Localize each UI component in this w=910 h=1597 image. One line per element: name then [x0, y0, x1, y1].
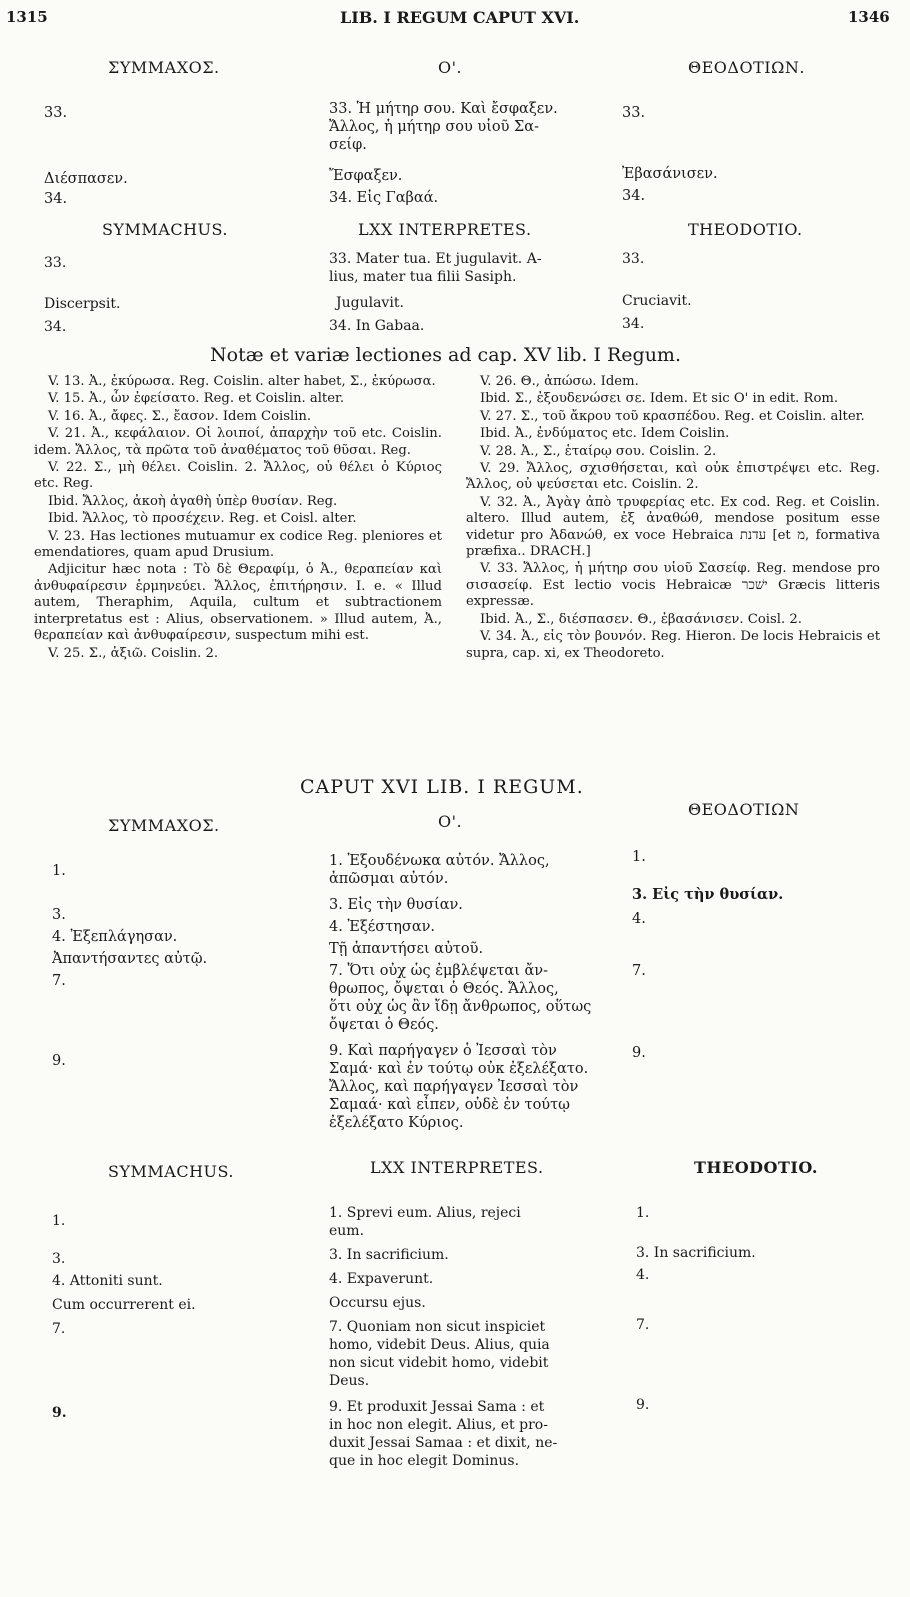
- theo-entry: Cruciavit.: [622, 293, 692, 309]
- note-entry: Ibid. Σ., ἐξουδενώσει σε. Idem. Et sic O' in edit. Rom.: [480, 391, 839, 407]
- sym-entry: 9.: [52, 1053, 66, 1069]
- theo-entry: 7.: [636, 1317, 650, 1333]
- lxx-line: 9. Et produxit Jessai Sama : et: [329, 1399, 545, 1415]
- lxx-line: 34. In Gabaa.: [329, 318, 425, 334]
- theo-entry: Ἐβασάνισεν.: [622, 166, 718, 182]
- lxx-line: Ἄλλος, ἡ μήτηρ σου υἱοῦ Σα-: [329, 119, 539, 135]
- theo-entry: 4.: [636, 1267, 650, 1283]
- note-entry: V. 21. Ἀ., κεφάλαιον. Οἱ λοιποί, ἀπαρχὴν τοῦ etc. Coislin. idem. Ἄλλος, τὰ πρῶτα τοῦ ἀναθέματος τοῦ θῦσαι. Reg.: [34, 426, 442, 458]
- sym-entry: 3.: [52, 907, 66, 923]
- note-entry: V. 27. Σ., τοῦ ἄκρου τοῦ κρασπέδου. Reg. et Coislin. alter.: [480, 408, 865, 424]
- note-entry: V. 13. Ἀ., ἐκύρωσα. Reg. Coislin. alter habet, Σ., ἐκύρωσα.: [48, 374, 436, 389]
- lxx-line: que in hoc elegit Dominus.: [329, 1453, 520, 1469]
- theo-entry: 1.: [636, 1205, 650, 1221]
- lxx-line: Σαμά· καὶ ἐν τούτῳ οὐκ ἐξελέξατο.: [329, 1061, 589, 1077]
- notes-right-column: [466, 374, 880, 663]
- lxx-line: Occursu ejus.: [329, 1295, 426, 1311]
- sym-entry: Διέσπασεν.: [44, 171, 128, 187]
- note-entry: V. 34. Ἀ., εἰς τὸν βουνόν. Reg. Hieron. De locis Hebraicis et supra, cap. xi, ex Theodoreto.: [466, 629, 880, 661]
- theo-entry: 33.: [622, 105, 646, 121]
- page-number-right: 1346: [848, 8, 890, 26]
- col-head-symmachus-latin: SYMMACHUS.: [102, 220, 228, 239]
- lxx-line: Ἄλλος, καὶ παρήγαγεν Ἰεσσαὶ τὸν: [329, 1079, 579, 1095]
- lxx-line: ὄψεται ὁ Θεός.: [329, 1017, 439, 1033]
- lxx-line: σείφ.: [329, 137, 367, 153]
- sym-entry: 7.: [52, 1321, 66, 1337]
- col-head-theodotion-greek: ΘΕΟΔΟΤΙΩΝ: [688, 800, 800, 819]
- sym-entry: 33.: [44, 255, 67, 271]
- sym-entry: Discerpsit.: [44, 296, 121, 312]
- theo-entry: 3. In sacrificium.: [636, 1245, 756, 1261]
- col-head-lxx-latin: LXX INTERPRETES.: [358, 220, 532, 239]
- sym-entry: 1.: [52, 1213, 66, 1229]
- theo-entry: 1.: [632, 849, 646, 865]
- note-entry: V. 16. Ἀ., ἄφες. Σ., ἔασον. Idem Coislin.: [48, 408, 312, 424]
- sym-entry: 33.: [44, 105, 68, 121]
- sym-entry: 7.: [52, 973, 66, 989]
- lxx-line: duxit Jessai Samaa : et dixit, ne-: [329, 1435, 558, 1451]
- col-head-symmachus-latin: SYMMACHUS.: [108, 1162, 234, 1181]
- lxx-line: ἀπῶσμαι αὐτόν.: [329, 871, 449, 887]
- lxx-line: 9. Καὶ παρήγαγεν ὁ Ἰεσσαὶ τὸν: [329, 1043, 557, 1059]
- note-entry: V. 25. Σ., ἀξιῶ. Coislin. 2.: [48, 645, 219, 661]
- col-head-lxx-latin: LXX INTERPRETES.: [370, 1158, 544, 1177]
- theo-entry: 9.: [632, 1045, 646, 1061]
- lxx-line: 33. Mater tua. Et jugulavit. A-: [329, 251, 542, 267]
- note-entry: Ibid. Ἀ., ἐνδύματος etc. Idem Coislin.: [480, 426, 730, 442]
- notes-title: Notæ et variæ lectiones ad cap. XV lib. I Regum.: [210, 344, 681, 366]
- sym-entry: 9.: [52, 1405, 67, 1421]
- sym-entry: 4. Attoniti sunt.: [52, 1273, 163, 1289]
- running-title: LIB. I REGUM CAPUT XVI.: [340, 8, 580, 27]
- lxx-line: 34. Εἰς Γαβαά.: [329, 190, 439, 206]
- note-entry: V. 28. Ἀ., Σ., ἑταίρῳ σου. Coislin. 2.: [480, 443, 717, 459]
- note-entry: V. 33. Ἄλλος, ἡ μήτηρ σου υἱοῦ Σασείφ. Reg. mendose pro σισασείφ. Est lectio vocis Hebraicæ ישׁכר Græcis litteris expressæ.: [466, 561, 880, 610]
- theo-entry: 34.: [622, 316, 645, 332]
- lxx-line: 1. Sprevi eum. Alius, rejeci: [329, 1205, 521, 1221]
- lxx-line: lius, mater tua filii Sasiph.: [329, 269, 517, 285]
- lxx-line: eum.: [329, 1223, 365, 1239]
- note-entry: V. 29. Ἄλλος, σχισθήσεται, καὶ οὐκ ἐπιστρέψει etc. Reg. Ἄλλος, οὐ ψεύσεται etc. Coislin. 2.: [466, 461, 880, 493]
- theo-entry: 9.: [636, 1397, 650, 1413]
- lxx-line: Deus.: [329, 1373, 370, 1389]
- page-number-left: 1315: [6, 8, 48, 26]
- lxx-line: 4. Expaverunt.: [329, 1271, 434, 1287]
- theo-entry: 4.: [632, 911, 646, 927]
- theo-entry: 3. Εἰς τὴν θυσίαν.: [632, 886, 784, 903]
- theo-entry: 34.: [622, 188, 646, 204]
- sym-entry: 34.: [44, 191, 68, 207]
- sym-entry: 3.: [52, 1251, 66, 1267]
- lxx-line: 33. Ἡ μήτηρ σου. Καὶ ἔσφαξεν.: [329, 101, 558, 117]
- lxx-line: 4. Ἐξέστησαν.: [329, 919, 436, 935]
- lxx-line: ἐξελέξατο Κύριος.: [329, 1115, 464, 1131]
- caput-title: CAPUT XVI LIB. I REGUM.: [300, 776, 584, 798]
- lxx-line: Σαμαά· καὶ εἶπεν, οὐδὲ ἐν τούτῳ: [329, 1097, 570, 1113]
- lxx-line: 3. In sacrificium.: [329, 1247, 449, 1263]
- lxx-line: 7. Quoniam non sicut inspiciet: [329, 1319, 546, 1335]
- lxx-line: 1. Ἐξουδένωκα αὐτόν. Ἄλλος,: [329, 853, 550, 869]
- sym-entry: 1.: [52, 863, 66, 879]
- lxx-line: in hoc non elegit. Alius, et pro-: [329, 1417, 548, 1433]
- lxx-line: Jugulavit.: [336, 295, 404, 311]
- col-head-symmachus-greek: ΣΥΜΜΑΧΟΣ.: [108, 58, 220, 77]
- col-head-lxx-greek: Ο'.: [438, 58, 463, 77]
- note-entry: V. 23. Has lectiones mutuamur ex codice Reg. pleniores et emendatiores, quam apud Drusium.: [34, 528, 442, 561]
- note-entry: Ibid. Ἄλλος, τὸ προσέχειν. Reg. et Coisl. alter.: [48, 511, 357, 527]
- lxx-line: Ἔσφαξεν.: [329, 168, 403, 184]
- note-entry: Adjicitur hæc nota : Τὸ δὲ Θεραφίμ, ὁ Ἀ., θεραπείαν καὶ ἀνθυφαίρεσιν ἑρμηνεύει. Ἄλλος, ἐπιτήρησιν. I. e. « Illud autem, Theraphim, Aquila, cultum et subtractionem interpretatus est : Alius, observationem. » Illud autem, Ἀ., θεραπείαν καὶ ἀνθυφαίρεσιν, suspectum mihi est.: [34, 562, 442, 644]
- lxx-line: non sicut videbit homo, videbit: [329, 1355, 549, 1371]
- lxx-line: Τῇ ἀπαντήσει αὐτοῦ.: [329, 941, 484, 957]
- sym-entry: 34.: [44, 319, 67, 335]
- theo-entry: 7.: [632, 963, 646, 979]
- note-entry: Ibid. Ἄλλος, ἀκοὴ ἀγαθὴ ὑπὲρ θυσίαν. Reg.: [48, 493, 338, 509]
- note-entry: V. 26. Θ., ἀπώσω. Idem.: [480, 374, 639, 389]
- theo-entry: 33.: [622, 251, 645, 267]
- col-head-lxx-greek: Ο'.: [438, 812, 463, 831]
- note-entry: V. 15. Ἀ., ὧν ἐφείσατο. Reg. et Coislin. alter.: [48, 391, 345, 407]
- note-entry: Ibid. Ἀ., Σ., διέσπασεν. Θ., ἐβασάνισεν. Coisl. 2.: [480, 611, 802, 627]
- sym-entry: Ἀπαντήσαντες αὐτῷ.: [52, 951, 208, 967]
- col-head-symmachus-greek: ΣΥΜΜΑΧΟΣ.: [108, 816, 220, 835]
- lxx-line: 7. Ὅτι οὐχ ὡς ἐμβλέψεται ἄν-: [329, 963, 549, 979]
- col-head-theodotion-latin: THEODOTIO.: [688, 220, 803, 239]
- notes-left-column: [34, 374, 442, 663]
- col-head-theodotion-latin: THEODOTIO.: [694, 1158, 818, 1177]
- lxx-line: ὅτι οὐχ ὡς ἂν ἴδῃ ἄνθρωπος, οὕτως: [329, 999, 592, 1015]
- sym-entry: 4. Ἐξεπλάγησαν.: [52, 929, 178, 945]
- lxx-line: 3. Εἰς τὴν θυσίαν.: [329, 897, 463, 913]
- lxx-line: θρωπος, ὄψεται ὁ Θεός. Ἄλλος,: [329, 981, 559, 997]
- col-head-theodotion-greek: ΘΕΟΔΟΤΙΩΝ.: [688, 58, 805, 77]
- note-entry: V. 32. Ἀ., Ἀγὰγ ἀπὸ τρυφερίας etc. Ex cod. Reg. et Coislin. altero. Illud autem, ἐξ ἀναθώθ, mendose positum esse videtur pro Ἀδανώθ, ex voce Hebraica עדנת [et מ, formativa præfixa.. DRACH.]: [466, 494, 880, 560]
- note-entry: V. 22. Σ., μὴ θέλει. Coislin. 2. Ἄλλος, οὐ θέλει ὁ Κύριος etc. Reg.: [34, 460, 442, 492]
- lxx-line: homo, videbit Deus. Alius, quia: [329, 1337, 550, 1353]
- sym-entry: Cum occurrerent ei.: [52, 1297, 196, 1313]
